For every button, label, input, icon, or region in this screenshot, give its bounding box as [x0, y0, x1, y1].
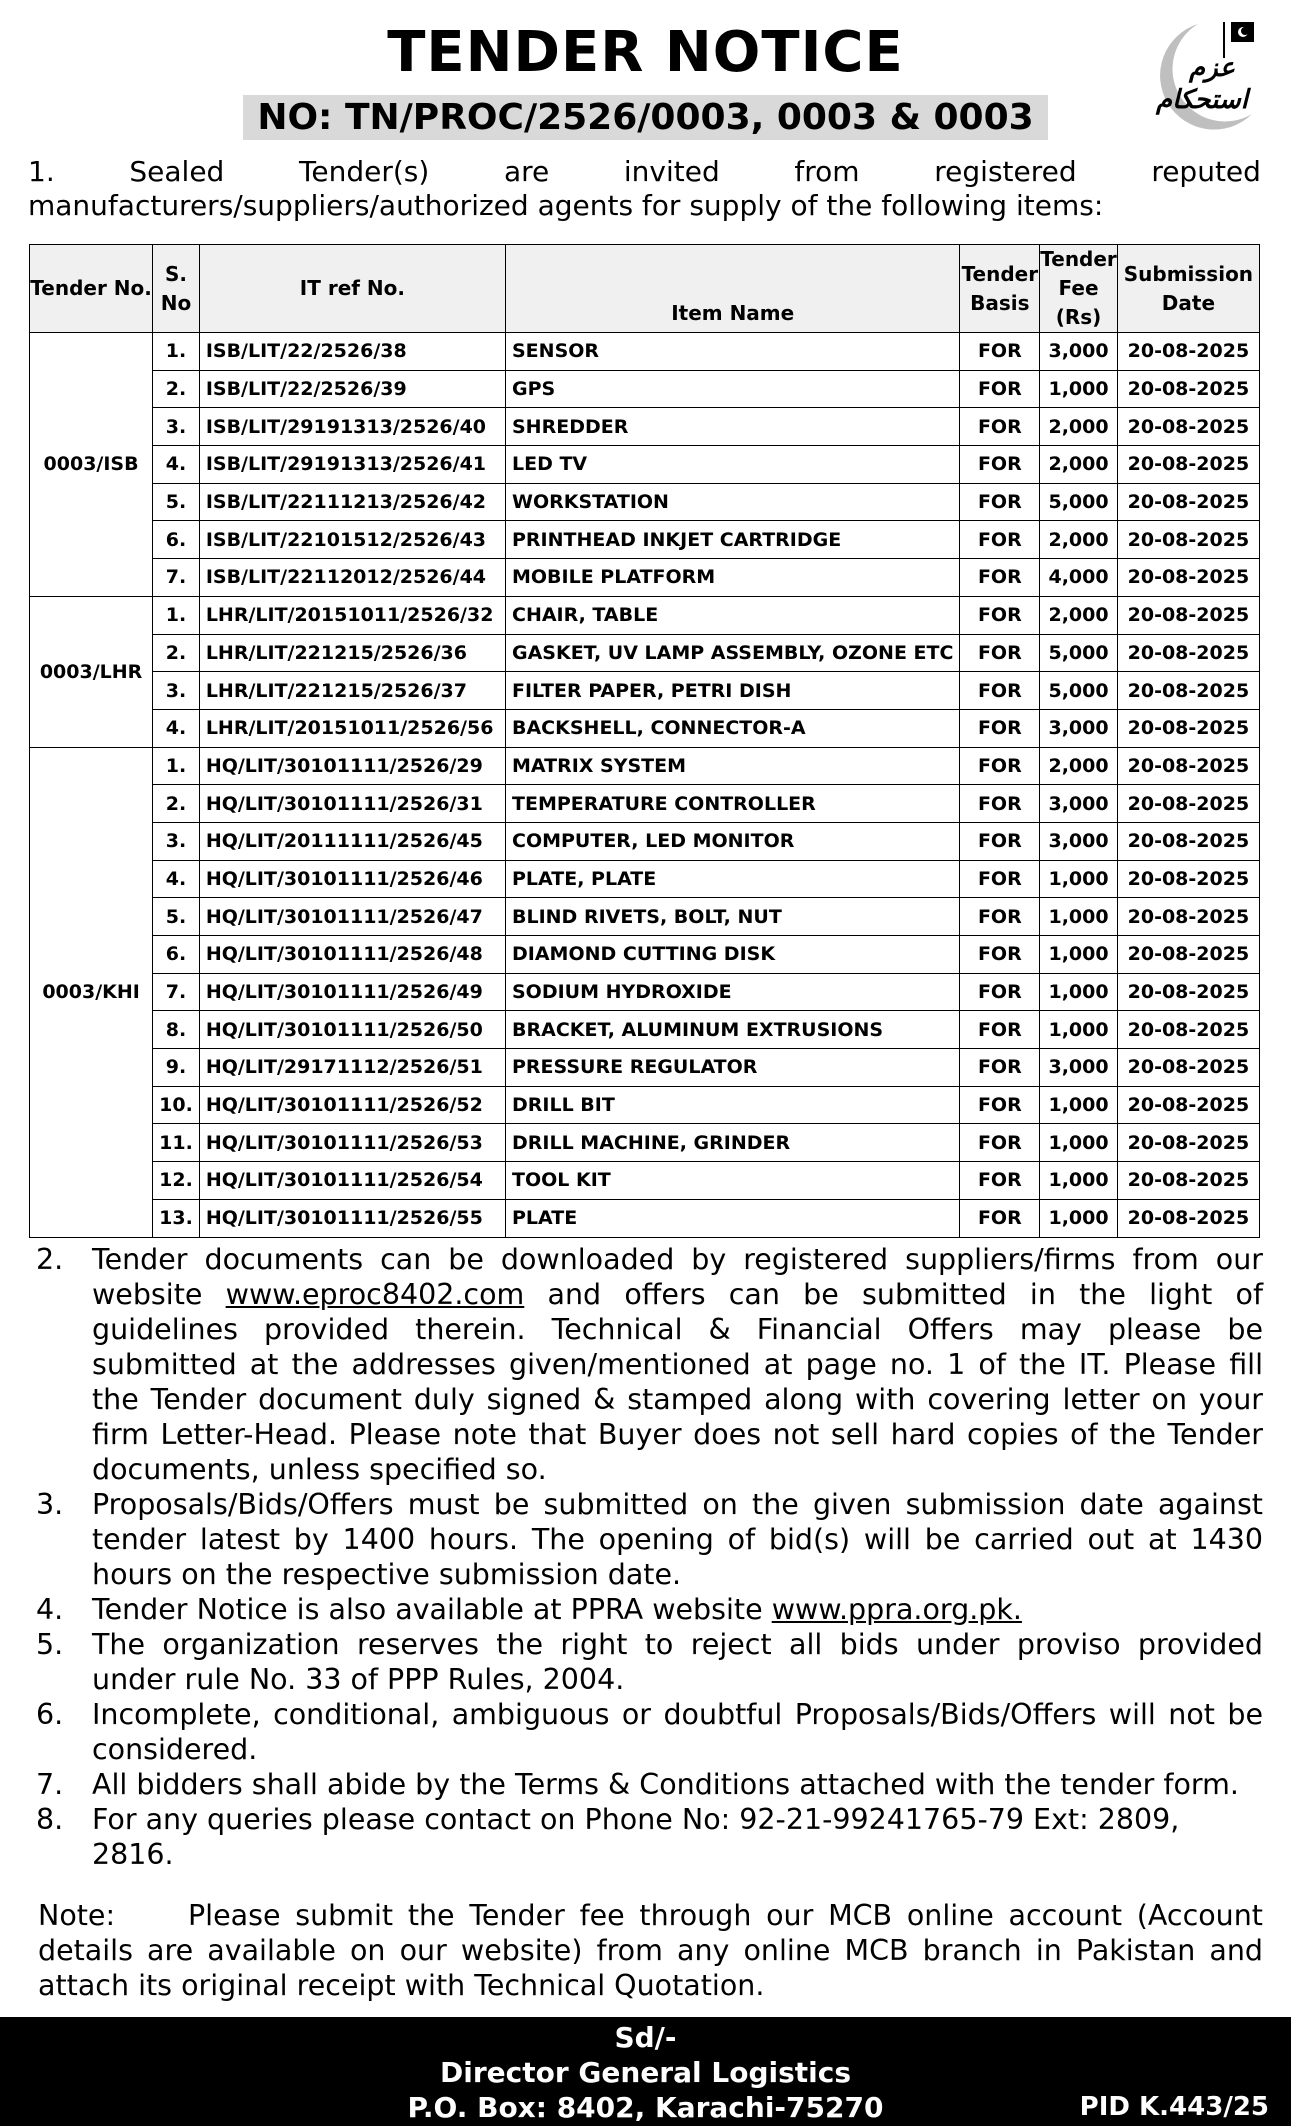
- tender-fee-cell: 3,000: [1040, 822, 1118, 860]
- tender-basis-cell: FOR: [960, 785, 1040, 823]
- serial-number-cell: 5.: [153, 898, 200, 936]
- submission-date-cell: 20-08-2025: [1117, 709, 1259, 747]
- tender-fee-cell: 1,000: [1040, 936, 1118, 974]
- submission-date-cell: 20-08-2025: [1117, 785, 1259, 823]
- tender-number-cell: 0003/ISB: [30, 333, 153, 597]
- table-row: [30, 785, 1260, 823]
- tender-fee-cell: 5,000: [1040, 672, 1118, 710]
- it-ref-cell: LHR/LIT/20151011/2526/32: [199, 596, 505, 634]
- table-row: [30, 408, 1260, 446]
- item-name-cell: TOOL KIT: [506, 1162, 960, 1200]
- tender-basis-cell: FOR: [960, 1011, 1040, 1049]
- it-ref-cell: HQ/LIT/30101111/2526/53: [199, 1124, 505, 1162]
- it-ref-cell: ISB/LIT/22112012/2526/44: [199, 559, 505, 597]
- submission-date-cell: 20-08-2025: [1117, 370, 1259, 408]
- submission-date-cell: 20-08-2025: [1117, 1049, 1259, 1087]
- it-ref-cell: ISB/LIT/29191313/2526/41: [199, 446, 505, 484]
- serial-number-cell: 7.: [153, 973, 200, 1011]
- serial-number-cell: 3.: [153, 672, 200, 710]
- submission-date-cell: 20-08-2025: [1117, 521, 1259, 559]
- tender-basis-cell: FOR: [960, 596, 1040, 634]
- submission-date-cell: 20-08-2025: [1117, 483, 1259, 521]
- tender-basis-cell: FOR: [960, 446, 1040, 484]
- note-text: Please submit the Tender fee through our MCB online account (Account details are available on our website) from any online MCB branch in Pakistan and attach its original receipt with Technical Quotation.: [38, 1899, 1263, 2002]
- tender-fee-cell: 3,000: [1040, 785, 1118, 823]
- term-6: 6. Incomplete, conditional, ambiguous or doubtful Proposals/Bids/Offers will not be considered.: [36, 1698, 1263, 1766]
- serial-number-cell: 7.: [153, 559, 200, 597]
- tender-fee-cell: 3,000: [1040, 1049, 1118, 1087]
- tender-fee-cell: 2,000: [1040, 446, 1118, 484]
- intro-line-1: 1. Sealed Tender(s) are invited from registered reputed: [28, 155, 1261, 188]
- tender-basis-cell: FOR: [960, 370, 1040, 408]
- tender-fee-cell: 1,000: [1040, 973, 1118, 1011]
- item-name-cell: BACKSHELL, CONNECTOR-A: [506, 709, 960, 747]
- it-ref-cell: ISB/LIT/22111213/2526/42: [199, 483, 505, 521]
- submission-date-cell: 20-08-2025: [1117, 1124, 1259, 1162]
- table-row: [30, 634, 1260, 672]
- table-row: [30, 1049, 1260, 1087]
- item-name-cell: MATRIX SYSTEM: [506, 747, 960, 785]
- eproc-website-link[interactable]: www.eproc8402.com: [225, 1278, 525, 1311]
- tender-basis-cell: FOR: [960, 1124, 1040, 1162]
- item-name-cell: DIAMOND CUTTING DISK: [506, 936, 960, 974]
- submission-date-cell: 20-08-2025: [1117, 1086, 1259, 1124]
- serial-number-cell: 6.: [153, 936, 200, 974]
- item-name-cell: PLATE: [506, 1199, 960, 1237]
- item-name-cell: PRINTHEAD INKJET CARTRIDGE: [506, 521, 960, 559]
- term-3: 3. Proposals/Bids/Offers must be submitted on the given submission date against tender latest by 1400 hours. The opening of bid(s) will be carried out at 1430 hours on the respective submission date.: [36, 1488, 1263, 1591]
- table-row: [30, 747, 1260, 785]
- it-ref-cell: ISB/LIT/22/2526/39: [199, 370, 505, 408]
- tender-fee-cell: 1,000: [1040, 1124, 1118, 1162]
- submission-date-cell: 20-08-2025: [1117, 822, 1259, 860]
- serial-number-cell: 4.: [153, 860, 200, 898]
- table-row: [30, 1162, 1260, 1200]
- serial-number-cell: 10.: [153, 1086, 200, 1124]
- tender-basis-cell: FOR: [960, 860, 1040, 898]
- item-name-cell: BLIND RIVETS, BOLT, NUT: [506, 898, 960, 936]
- serial-number-cell: 3.: [153, 822, 200, 860]
- it-ref-cell: HQ/LIT/30101111/2526/52: [199, 1086, 505, 1124]
- tender-basis-cell: FOR: [960, 1199, 1040, 1237]
- submission-date-cell: 20-08-2025: [1117, 634, 1259, 672]
- tender-basis-cell: FOR: [960, 822, 1040, 860]
- table-row: [30, 1086, 1260, 1124]
- item-name-cell: SENSOR: [506, 333, 960, 371]
- table-row: [30, 709, 1260, 747]
- tender-fee-cell: 2,000: [1040, 408, 1118, 446]
- serial-number-cell: 13.: [153, 1199, 200, 1237]
- submission-date-cell: 20-08-2025: [1117, 446, 1259, 484]
- submission-date-cell: 20-08-2025: [1117, 973, 1259, 1011]
- serial-number-cell: 3.: [153, 408, 200, 446]
- notice-title: TENDER NOTICE: [387, 20, 904, 85]
- it-ref-cell: LHR/LIT/20151011/2526/56: [199, 709, 505, 747]
- tender-basis-cell: FOR: [960, 1049, 1040, 1087]
- fee-note: [38, 1898, 1263, 2003]
- tender-fee-cell: 2,000: [1040, 747, 1118, 785]
- tender-fee-cell: 1,000: [1040, 1199, 1118, 1237]
- tender-fee-cell: 1,000: [1040, 370, 1118, 408]
- item-name-cell: LED TV: [506, 446, 960, 484]
- emblem-text-bottom: استحکام: [1155, 85, 1249, 115]
- tender-basis-cell: FOR: [960, 634, 1040, 672]
- signatory-office: Director General Logistics: [440, 2056, 851, 2089]
- term-5: 5. The organization reserves the right to reject all bids under proviso provided under rule No. 33 of PPP Rules, 2004.: [36, 1628, 1263, 1696]
- item-name-cell: DRILL BIT: [506, 1086, 960, 1124]
- submission-date-cell: 20-08-2025: [1117, 1162, 1259, 1200]
- term-7: 7. All bidders shall abide by the Terms & Conditions attached with the tender form.: [36, 1768, 1239, 1801]
- signature-footer: [0, 2017, 1291, 2126]
- tender-fee-cell: 1,000: [1040, 1086, 1118, 1124]
- serial-number-cell: 2.: [153, 370, 200, 408]
- tender-fee-cell: 4,000: [1040, 559, 1118, 597]
- submission-date-cell: 20-08-2025: [1117, 747, 1259, 785]
- tender-fee-cell: 5,000: [1040, 634, 1118, 672]
- it-ref-cell: ISB/LIT/29191313/2526/40: [199, 408, 505, 446]
- table-row: [30, 521, 1260, 559]
- tender-fee-cell: 5,000: [1040, 483, 1118, 521]
- table-row: [30, 898, 1260, 936]
- tender-fee-cell: 1,000: [1040, 898, 1118, 936]
- it-ref-cell: HQ/LIT/30101111/2526/55: [199, 1199, 505, 1237]
- serial-number-cell: 2.: [153, 785, 200, 823]
- table-body: [30, 333, 1260, 1238]
- postal-address: P.O. Box: 8402, Karachi-75270: [407, 2091, 884, 2124]
- it-ref-cell: LHR/LIT/221215/2526/36: [199, 634, 505, 672]
- it-ref-cell: HQ/LIT/30101111/2526/50: [199, 1011, 505, 1049]
- table-row: [30, 672, 1260, 710]
- submission-date-cell: 20-08-2025: [1117, 672, 1259, 710]
- tender-number-cell: 0003/KHI: [30, 747, 153, 1237]
- tender-basis-cell: FOR: [960, 936, 1040, 974]
- serial-number-cell: 5.: [153, 483, 200, 521]
- tender-fee-cell: 1,000: [1040, 860, 1118, 898]
- submission-date-cell: 20-08-2025: [1117, 333, 1259, 371]
- item-name-cell: SHREDDER: [506, 408, 960, 446]
- term-8: 8. For any queries please contact on Phone No: 92-21-99241765-79 Ext: 2809, 2816.: [36, 1803, 1180, 1871]
- terms-list: [36, 1242, 1263, 1872]
- item-name-cell: CHAIR, TABLE: [506, 596, 960, 634]
- item-name-cell: MOBILE PLATFORM: [506, 559, 960, 597]
- table-row: [30, 1199, 1260, 1237]
- item-name-cell: WORKSTATION: [506, 483, 960, 521]
- it-ref-cell: HQ/LIT/30101111/2526/54: [199, 1162, 505, 1200]
- it-ref-cell: HQ/LIT/30101111/2526/46: [199, 860, 505, 898]
- emblem-logo: [1140, 18, 1268, 134]
- tender-basis-cell: FOR: [960, 747, 1040, 785]
- submission-date-cell: 20-08-2025: [1117, 1011, 1259, 1049]
- header-submission-date: Submission Date: [1117, 245, 1259, 333]
- item-name-cell: GASKET, UV LAMP ASSEMBLY, OZONE ETC: [506, 634, 960, 672]
- it-ref-cell: HQ/LIT/30101111/2526/31: [199, 785, 505, 823]
- serial-number-cell: 8.: [153, 1011, 200, 1049]
- submission-date-cell: 20-08-2025: [1117, 898, 1259, 936]
- serial-number-cell: 12.: [153, 1162, 200, 1200]
- term-4: 4. Tender Notice is also available at PPRA website www.ppra.org.pk.: [36, 1593, 1022, 1626]
- table-row: [30, 860, 1260, 898]
- serial-number-cell: 1.: [153, 747, 200, 785]
- header-item-name: Item Name: [506, 245, 960, 333]
- table-row: [30, 596, 1260, 634]
- submission-date-cell: 20-08-2025: [1117, 596, 1259, 634]
- submission-date-cell: 20-08-2025: [1117, 559, 1259, 597]
- tender-basis-cell: FOR: [960, 521, 1040, 559]
- serial-number-cell: 11.: [153, 1124, 200, 1162]
- tender-number-cell: 0003/LHR: [30, 596, 153, 747]
- intro-line-2: manufacturers/suppliers/authorized agents for supply of the following items:: [28, 189, 1104, 222]
- header-s-no: S. No: [153, 245, 200, 333]
- term-2: 2. Tender documents can be downloaded by registered suppliers/firms from our website www.eproc8402.com and offers can be submitted in the light of guidelines provided therein. Technical & Financial Offers may please be submitted at the addresses given/mentioned at page no. 1 of the IT. Please fill the Tender document duly signed & stamped along with covering letter on your firm Letter-Head. Please note that Buyer does not sell hard copies of the Tender documents, unless specified so.: [36, 1243, 1263, 1486]
- submission-date-cell: 20-08-2025: [1117, 408, 1259, 446]
- header-tender-fee: Tender Fee (Rs): [1040, 245, 1118, 333]
- it-ref-cell: HQ/LIT/30101111/2526/49: [199, 973, 505, 1011]
- submission-date-cell: 20-08-2025: [1117, 860, 1259, 898]
- submission-date-cell: 20-08-2025: [1117, 1199, 1259, 1237]
- item-name-cell: PLATE, PLATE: [506, 860, 960, 898]
- table-row: [30, 1011, 1260, 1049]
- tender-basis-cell: FOR: [960, 973, 1040, 1011]
- table-row: [30, 333, 1260, 371]
- table-row: [30, 559, 1260, 597]
- it-ref-cell: HQ/LIT/20111111/2526/45: [199, 822, 505, 860]
- reference-wrap: [0, 95, 1291, 140]
- item-name-cell: GPS: [506, 370, 960, 408]
- item-name-cell: DRILL MACHINE, GRINDER: [506, 1124, 960, 1162]
- tender-basis-cell: FOR: [960, 333, 1040, 371]
- header-tender-basis: Tender Basis: [960, 245, 1040, 333]
- emblem-text-top: عزم: [1189, 53, 1235, 83]
- tender-basis-cell: FOR: [960, 559, 1040, 597]
- serial-number-cell: 4.: [153, 446, 200, 484]
- tender-fee-cell: 3,000: [1040, 709, 1118, 747]
- table-row: [30, 822, 1260, 860]
- table-header-row: [30, 245, 1260, 333]
- tender-items-table: [29, 244, 1260, 1238]
- table-row: [30, 1124, 1260, 1162]
- tender-basis-cell: FOR: [960, 1086, 1040, 1124]
- table-row: [30, 483, 1260, 521]
- item-name-cell: COMPUTER, LED MONITOR: [506, 822, 960, 860]
- note-label: Note:: [38, 1899, 116, 1932]
- item-name-cell: TEMPERATURE CONTROLLER: [506, 785, 960, 823]
- serial-number-cell: 4.: [153, 709, 200, 747]
- intro-paragraph: [28, 155, 1261, 223]
- tender-fee-cell: 1,000: [1040, 1011, 1118, 1049]
- table-row: [30, 446, 1260, 484]
- tender-basis-cell: FOR: [960, 1162, 1040, 1200]
- serial-number-cell: 9.: [153, 1049, 200, 1087]
- tender-basis-cell: FOR: [960, 408, 1040, 446]
- serial-number-cell: 2.: [153, 634, 200, 672]
- ppra-website-link[interactable]: www.ppra.org.pk.: [771, 1593, 1022, 1626]
- it-ref-cell: HQ/LIT/30101111/2526/47: [199, 898, 505, 936]
- tender-fee-cell: 3,000: [1040, 333, 1118, 371]
- tender-fee-cell: 2,000: [1040, 521, 1118, 559]
- table-row: [30, 973, 1260, 1011]
- it-ref-cell: LHR/LIT/221215/2526/37: [199, 672, 505, 710]
- tender-basis-cell: FOR: [960, 709, 1040, 747]
- pid-number: PID K.443/25: [1079, 2092, 1269, 2122]
- tender-basis-cell: FOR: [960, 672, 1040, 710]
- it-ref-cell: ISB/LIT/22101512/2526/43: [199, 521, 505, 559]
- serial-number-cell: 1.: [153, 596, 200, 634]
- serial-number-cell: 1.: [153, 333, 200, 371]
- signature-sd: Sd/-: [614, 2021, 677, 2054]
- header-it-ref: IT ref No.: [199, 245, 505, 333]
- tender-basis-cell: FOR: [960, 483, 1040, 521]
- table-row: [30, 370, 1260, 408]
- tender-reference-number: NO: TN/PROC/2526/0003, 0003 & 0003: [243, 95, 1047, 140]
- it-ref-cell: HQ/LIT/29171112/2526/51: [199, 1049, 505, 1087]
- it-ref-cell: ISB/LIT/22/2526/38: [199, 333, 505, 371]
- item-name-cell: SODIUM HYDROXIDE: [506, 973, 960, 1011]
- tender-fee-cell: 2,000: [1040, 596, 1118, 634]
- serial-number-cell: 6.: [153, 521, 200, 559]
- header-tender-no: Tender No.: [30, 245, 153, 333]
- item-name-cell: BRACKET, ALUMINUM EXTRUSIONS: [506, 1011, 960, 1049]
- item-name-cell: PRESSURE REGULATOR: [506, 1049, 960, 1087]
- it-ref-cell: HQ/LIT/30101111/2526/29: [199, 747, 505, 785]
- tender-fee-cell: 1,000: [1040, 1162, 1118, 1200]
- submission-date-cell: 20-08-2025: [1117, 936, 1259, 974]
- it-ref-cell: HQ/LIT/30101111/2526/48: [199, 936, 505, 974]
- item-name-cell: FILTER PAPER, PETRI DISH: [506, 672, 960, 710]
- table-row: [30, 936, 1260, 974]
- tender-basis-cell: FOR: [960, 898, 1040, 936]
